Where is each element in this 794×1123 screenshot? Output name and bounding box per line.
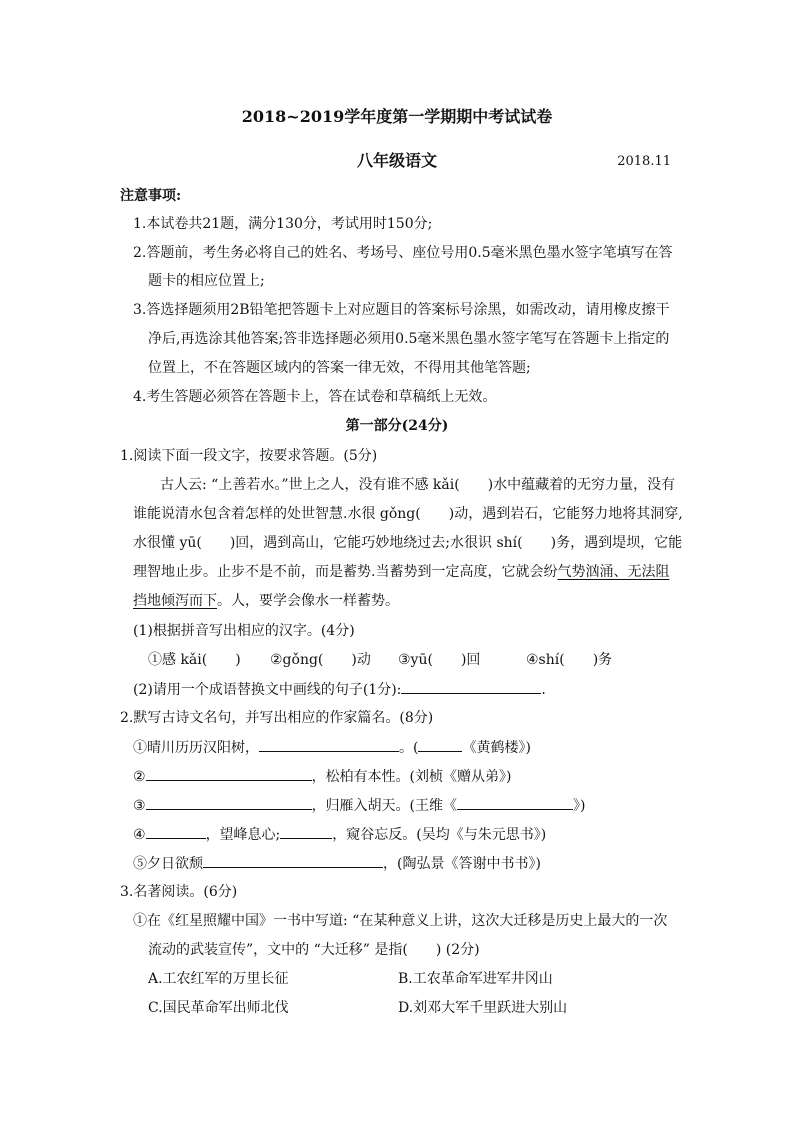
q2-item-text: ，归雁入胡天。(王维《 [311, 798, 458, 814]
q1-paragraph-line [133, 591, 399, 611]
q2-item [133, 824, 546, 845]
q2-item-text: ，窥谷忘反。(吴均《与朱元思书》) [332, 827, 547, 843]
notice-line: 2.答题前，考生务必将自己的姓名、考场号、座位号用0.5毫米黑色墨水签字笔填写在答 [133, 245, 673, 261]
exam-title: 2018~2019学年度第一学期期中考试试卷 [241, 107, 553, 126]
q1-sub1-item: ③yū( )回 [398, 652, 481, 668]
q2-item [133, 795, 586, 816]
q1-sub2-text: (2)请用一个成语替换文中画线的句子(1分): [133, 682, 402, 698]
q3-option-d[interactable]: D.刘邓大军千里跃进大别山 [398, 1000, 568, 1016]
q1-sub1-item: ②gǒng( )动 [270, 652, 371, 668]
q1-sub1: (1)根据拼音写出相应的汉字。(4分) [133, 623, 355, 639]
q2-item [133, 766, 512, 787]
q2-item-text: 《黄鹤楼》) [462, 740, 531, 756]
q2-item-text: ② [133, 769, 146, 785]
notice-line: 1.本试卷共21题，满分130分，考试用时150分; [133, 216, 433, 232]
answer-blank[interactable] [457, 795, 573, 810]
answer-blank[interactable] [146, 795, 312, 810]
answer-blank[interactable] [280, 824, 332, 839]
answer-blank[interactable] [259, 737, 399, 752]
answer-blank[interactable] [418, 737, 462, 752]
answer-blank[interactable] [401, 679, 541, 694]
q3-question-line: ①在《红星照耀中国》一书中写道: “在某种意义上讲，这次大迁移是历史上最大的一次 [133, 913, 668, 929]
q1-sub2-end: . [541, 682, 546, 698]
notice-line: 位置上，不在答题区域内的答案一律无效，不得用其他笔答题; [148, 360, 531, 376]
q2-item [133, 737, 531, 758]
q1-sub1-item: ①感 kǎi( ) [148, 652, 241, 668]
q3-question-line: 流动的武装宣传”，文中的 “大迁移” 是指( ) (2分) [148, 942, 480, 958]
q1-paragraph-text: 理智地止步。止步不是不前，而是蓄势.当蓄势到一定高度，它就会纷 [133, 564, 558, 580]
q2-item-text: ，松柏有本性。(刘桢《赠从弟》) [311, 769, 512, 785]
notice-line: 3.答选择题须用2B铅笔把答题卡上对应题目的答案标号涂黑，如需改动，请用橡皮擦干 [133, 302, 670, 318]
q2-item-text: ④ [133, 827, 146, 843]
q1-paragraph-line: 水很懂 yū( )回，遇到高山，它能巧妙地绕过去;水很识 shí( )务，遇到堤坝，它能 [133, 535, 683, 551]
q2-item-text: ，望峰息心; [205, 827, 281, 843]
notice-line: 4.考生答题必须答在答题卡上，答在试卷和草稿纸上无效。 [133, 389, 497, 405]
q2-item-text: 》) [573, 798, 586, 814]
notice-heading: 注意事项: [120, 188, 182, 204]
q1-paragraph-line [133, 562, 669, 582]
q2-item-text: 。( [399, 740, 419, 756]
q1-paragraph-line: 古人云: “上善若水。”世上之人，没有谁不感 kǎi( )水中蕴藏着的无穷力量，没有 [160, 477, 676, 493]
q3-stem: 3.名著阅读。(6分) [120, 884, 238, 900]
q2-item-text: ⑤夕日欲颓 [133, 856, 203, 872]
q1-underlined-sentence: 挡地倾泻而下 [133, 593, 217, 609]
answer-blank[interactable] [146, 766, 312, 781]
q2-item-text: ③ [133, 798, 146, 814]
part1-heading: 第一部分(24分) [345, 418, 449, 434]
notice-line: 净后,再选涂其他答案;答非选择题必须用0.5毫米黑色墨水签字笔写在答题卡上指定的 [148, 331, 670, 347]
q3-option-b[interactable]: B.工农革命军进军井冈山 [398, 971, 553, 987]
q1-stem: 1.阅读下面一段文字，按要求答题。(5分) [120, 448, 378, 464]
q2-stem: 2.默写古诗文名句，并写出相应的作家篇名。(8分) [120, 710, 434, 726]
q3-option-c[interactable]: C.国民革命军出师北伐 [148, 1000, 289, 1016]
q1-paragraph-text: 。人，要学会像水一样蓄势。 [217, 593, 399, 609]
exam-date: 2018.11 [617, 154, 671, 169]
notice-line: 题卡的相应位置上; [148, 273, 265, 289]
q1-sub1-item: ④shí( )务 [526, 652, 613, 668]
q1-sub2 [133, 679, 546, 700]
q2-item-text: ①晴川历历汉阳树， [133, 740, 259, 756]
q3-option-a[interactable]: A.工农红军的万里长征 [148, 971, 289, 987]
q1-underlined-sentence: 气势汹涌、无法阻 [557, 564, 670, 580]
q2-item-text: ，(陶弘景《答谢中书书》) [383, 856, 541, 872]
answer-blank[interactable] [203, 853, 383, 868]
q2-item [133, 853, 541, 874]
q1-paragraph-line: 谁能说清水包含着怎样的处世智慧.水很 gǒng( )动，遇到岩石，它能努力地将其洞穿, [133, 506, 683, 522]
answer-blank[interactable] [146, 824, 206, 839]
exam-subject: 八年级语文 [356, 151, 437, 170]
